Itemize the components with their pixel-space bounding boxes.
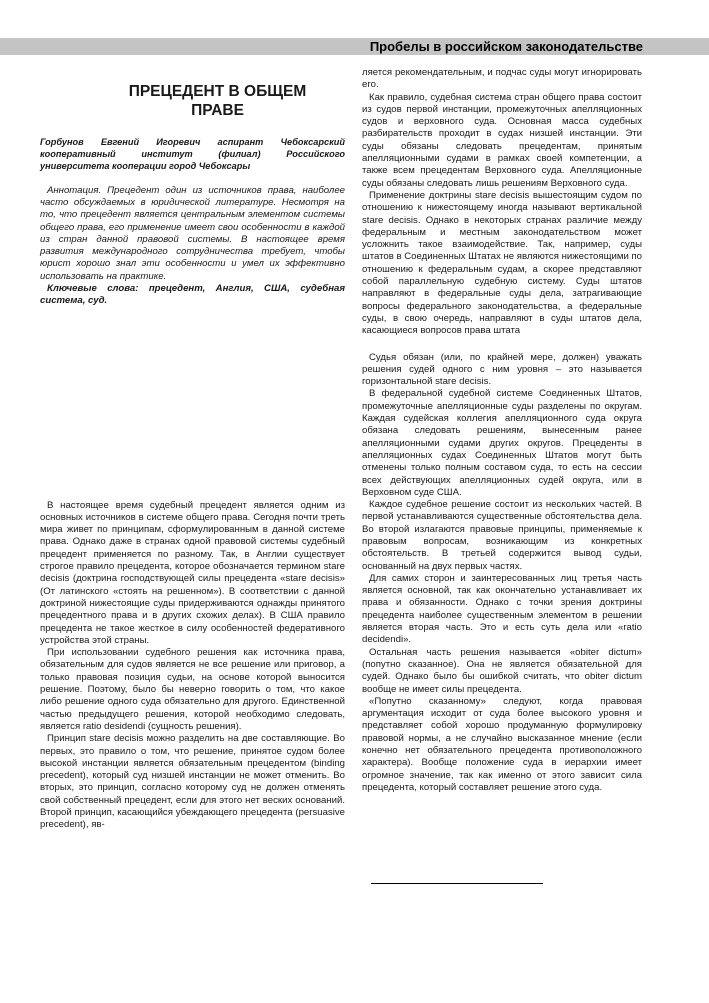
right-column [362,67,642,794]
author-info: Горбунов Евгений Игоревич аспирант Чебоксарский кооперативный институт (филиал) Российского университета кооперации город Чебоксары [40,137,345,172]
body-paragraph: В федеральной судебной системе Соединенных Штатов, промежуточные апелляционные суды разделены по округам. Каждая судейская коллегия апелляционного суда округа обязана следовать решениям, вынесенным ранее апелляционными судами других округов. Прецеденты в апелляционных судах Соединенных Штатов могут быть отменены только полным составом суда, то есть на сессии всех действующих апелляционных судей округа, или в Верховном суде США. [362,388,642,498]
body-paragraph: Для самих сторон и заинтересованных лиц третья часть является основной, так как окончательно устанавливает их права и обязанности. Однако с точки зрения доктрины прецедента наиболее существенным элементом в решении является вторая часть. Это и есть суть дела или «ratio decidendi». [362,572,642,646]
section-header-title: Пробелы в российском законодательстве [369,39,643,54]
body-paragraph: «Попутно сказанному» следуют, когда правовая аргументация исходит от суда более высокого уровня и представляет собой хорошо продуманную формулировку правовой нормы, а не случайно высказанное мнение (если конечно нет обязательного прецедента противоположного характера). Вообще положение суда в иерархии имеет огромное значение, так как именно от этого зависит сила прецедента, который составляет решение этого суда. [362,695,642,793]
footnote-divider [371,883,543,884]
body-paragraph: ляется рекомендательным, и подчас суды могут игнорировать его. [362,67,642,91]
body-paragraph: Как правило, судебная система стран общего права состоит из судов первой инстанции, промежуточных апелляционных судов и верховного суда. Основная масса судебных разбирательств проходит в судах низшей инстанции. Эти суды обязаны следовать прецедентам, принятым апелляционными судами в рамках своей компетенции, а также всем прецедентам Верховного суда. Апелляционные суды обязаны следовать лишь решениям Верховного суда. [362,91,642,189]
body-paragraph: Остальная часть решения называется «obiter dictum» (попутно сказанное). Она не является обязательной для судей. Однако было бы ошибкой считать, что obiter dictum вообще не имеет силы прецедента. [362,646,642,695]
article-title: ПРЕЦЕДЕНТ В ОБЩЕМ ПРАВЕ [128,83,307,119]
keywords: Ключевые слова: прецедент, Англия, США, судебная система, суд. [40,282,345,307]
left-column [40,82,345,832]
body-paragraph: При использовании судебного решения как источника права, обязательным для судов является не все решение или приговор, а только правовая позиция судьи, на основе которой выносится решение. Поэтому, было бы неверно говорить о том, что какое либо решение одного суда обязательно для другого. Единственной частью предыдущего решения, которой необходимо следовать, является ratio desidendi (сущность решения). [40,647,345,732]
body-paragraph: В настоящее время судебный прецедент является одним из основных источников в системе общего права. Сегодня почти треть мира живет по принципам, сформулированным в данной системе права. Однако даже в странах одной правовой системы судебный прецедент применяется по разному. Так, в Англии существует строгое правило прецедента, которое обозначается термином stare decisis (доктрина господствующей силы прецедента «stare decisis» (От латинского «стоять на решенном»). В соответствии с данной доктриной нижестоящие суды придерживаются однажды принятого прецедентного права и в других схожих делах). В США правило прецедента не такое жесткое в силу особенностей федеративного устройства этой страны. [40,499,345,646]
body-paragraph: Принцип stare decisis можно разделить на две составляющие. Во первых, это правило о том, что решение, принятое судом более высокой инстанции является обязательным прецедентом (binding precedent), который суд низшей инстанции не может отменить. Во вторых, это принцип, согласно которому суд не должен отменять свой собственный прецедент, если для этого нет веских оснований. Второй принцип, касающийся убеждающего прецедента (persuasive precedent), яв- [40,733,345,831]
body-paragraph: Применение доктрины stare decisis вышестоящим судом по отношению к нижестоящему иногда называют вертикальной stare decisis. Однако в некоторых странах различие между федеральным и местным законодательством может усложнить такое взаимодействие. Так, например, суды штатов в Соединенных Штатах не являются нижестоящими по отношению к федеральным судам, а скорее представляют собой параллельную судебную систему. Суды штатов направляют в федеральные суды дела, затрагивающие вопросы федерального законодательства, а федеральные суды, в свою очередь, направляют в суды штатов дела, касающиеся вопросов права штата [362,189,642,337]
section-header-bar [0,38,709,55]
body-paragraph: Каждое судебное решение состоит из нескольких частей. В первой устанавливаются существенные обстоятельства дела. Во второй излагаются правовые принципы, применяемые к правовым вопросам, возникающим из конкретных обстоятельств. В третьей содержится вывод судьи, основанный на двух первых частях. [362,499,642,572]
abstract: Аннотация. Прецедент один из источников права, наиболее часто обсуждаемых в юридической литературе. Несмотря на то, что прецедент является центральным элементом системы общего права, его применение имеет свои особенности в каждой из стран данной правовой системы. В настоящее время развития международного сотрудничества требует, чтобы юрист хорошо знал эти особенности и умел их эффективно использовать на практике. [40,184,345,282]
body-paragraph: Судья обязан (или, по крайней мере, должен) уважать решения судей одного с ним уровня – это называется горизонтальной stare decisis. [362,351,642,388]
